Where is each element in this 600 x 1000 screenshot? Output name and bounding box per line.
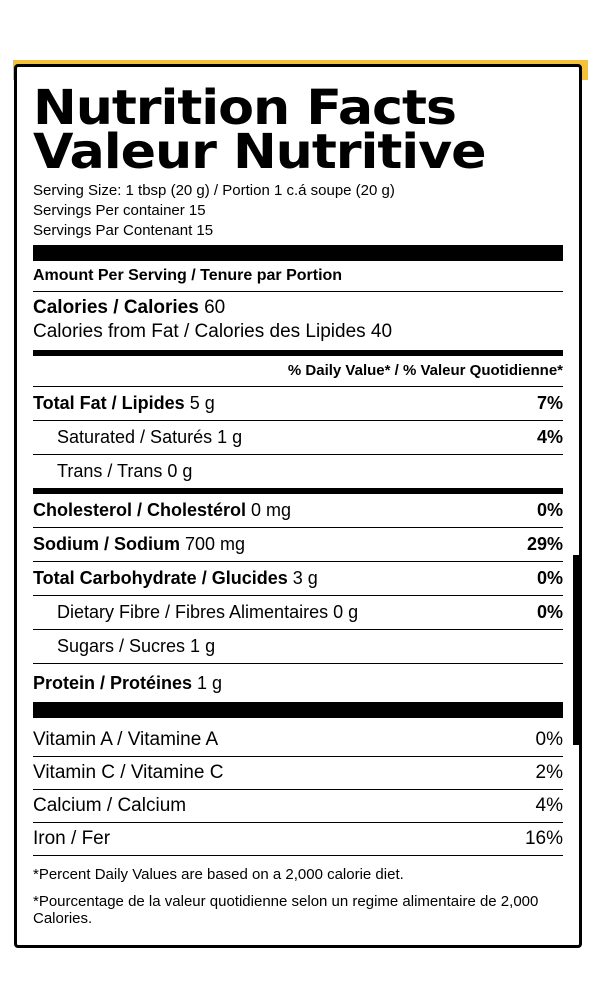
row-vitamin-c [33,757,563,790]
row-total-fat [33,387,563,421]
vitamin-a-label: Vitamin A / Vitamine A [33,729,219,750]
row-saturated [33,421,563,455]
serving-size: Serving Size: 1 tbsp (20 g) / Portion 1 c.á soupe (20 g) [33,182,395,199]
calcium-dv: 4% [535,795,563,816]
protein-label: Protein / Protéines [33,672,193,693]
carbohydrate-amount: 3 g [287,568,318,588]
row-iron [33,823,563,856]
iron-label: Iron / Fer [33,828,111,849]
row-sugars [33,630,563,664]
row-vitamin-a [33,724,563,757]
calories-block [33,292,563,356]
nutrition-label [14,64,582,948]
sugars-label: Sugars / Sucres 1 g [57,636,216,656]
title-english: Nutrition Facts [33,80,456,136]
calcium-label: Calcium / Calcium [33,795,187,816]
carbohydrate-label: Total Carbohydrate / Glucides [33,568,288,588]
amount-per-serving-text: Amount Per Serving / Tenure par Portion [33,267,343,284]
cholesterol-label: Cholesterol / Cholestérol [33,500,247,520]
calories-label: Calories / Calories [33,297,199,318]
servings-per-container: Servings Per container 15 [33,202,206,219]
divider-thick-vitamins [33,702,563,718]
total-fat-label: Total Fat / Lipides [33,393,185,413]
vitamin-c-label: Vitamin C / Vitamine C [33,762,224,783]
row-fibre [33,596,563,630]
row-protein [33,664,563,702]
servings-par-contenant: Servings Par Contenant 15 [33,222,214,239]
saturated-label: Saturated / Saturés 1 g [57,427,243,447]
edge-bar [573,555,579,745]
calories-value: 60 [198,297,226,318]
title-french: Valeur Nutritive [33,124,486,180]
serving-info [33,181,563,241]
amount-per-serving [33,261,563,292]
cholesterol-dv: 0% [536,500,563,520]
daily-value-header: % Daily Value* / % Valeur Quotidienne* [33,356,563,387]
vitamin-c-dv: 2% [535,762,563,783]
sodium-label: Sodium / Sodium [33,534,180,554]
divider-thick [33,245,563,261]
trans-label: Trans / Trans 0 g [57,461,193,481]
vitamin-a-dv: 0% [535,729,563,750]
row-cholesterol [33,494,563,528]
saturated-dv: 4% [536,427,563,447]
iron-dv: 16% [524,828,563,849]
calories-line [33,296,563,320]
row-carbohydrate [33,562,563,596]
label-content [33,67,563,937]
row-calcium [33,790,563,823]
row-sodium [33,528,563,562]
calories-from-fat: Calories from Fat / Calories des Lipides 40 [33,321,393,342]
total-fat-amount: 5 g [184,393,215,413]
row-trans [33,455,563,494]
fibre-dv: 0% [536,602,563,622]
total-fat-dv: 7% [536,393,563,413]
footnote-english: *Percent Daily Values are based on a 2,000 calorie diet. [33,866,404,883]
cholesterol-amount: 0 mg [246,500,292,520]
footnotes [33,856,563,927]
carbohydrate-dv: 0% [536,568,563,588]
footnote-french: *Pourcentage de la valeur quotidienne selon un regime alimentaire de 2,000 Calories. [33,893,539,927]
fibre-label: Dietary Fibre / Fibres Alimentaires 0 g [57,602,359,622]
sodium-amount: 700 mg [180,534,246,554]
protein-amount: 1 g [192,672,223,693]
sodium-dv: 29% [526,534,563,554]
